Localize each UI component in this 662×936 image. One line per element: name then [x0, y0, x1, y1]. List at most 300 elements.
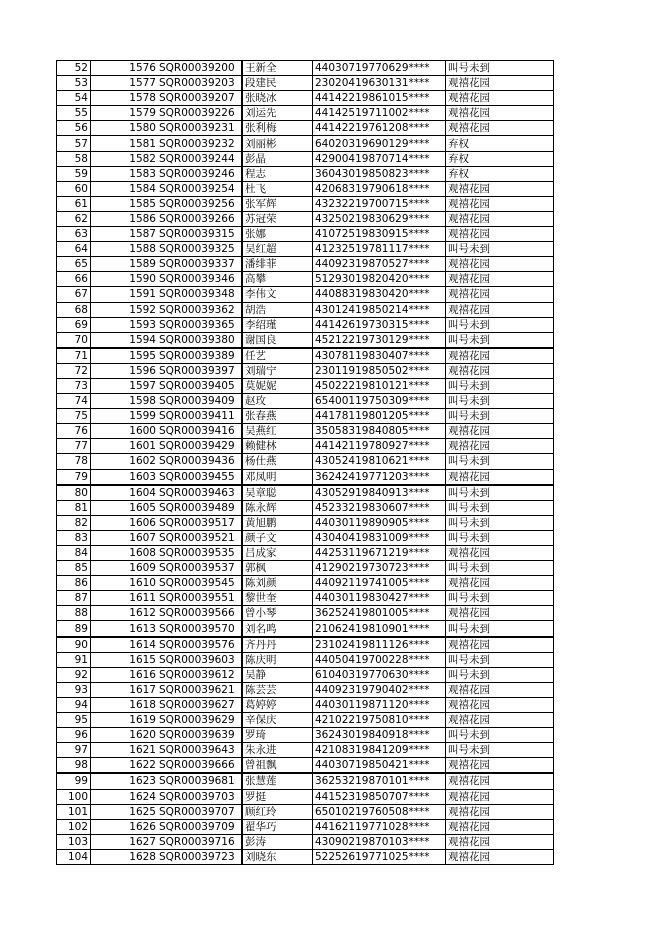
result-status: 叫号未到	[446, 652, 554, 667]
application-code: SQR00039429	[158, 439, 242, 454]
applicant-name: 罗挺	[242, 789, 313, 804]
row-index: 104	[57, 849, 91, 864]
table-row	[57, 773, 554, 789]
row-index: 69	[57, 317, 91, 332]
applicant-name: 高攀	[242, 272, 313, 287]
row-index: 95	[57, 713, 91, 728]
table-row	[57, 530, 554, 545]
row-index: 99	[57, 773, 91, 789]
sequence-number: 1619	[91, 713, 159, 728]
table-row	[57, 181, 554, 196]
row-index: 77	[57, 439, 91, 454]
application-code: SQR00039226	[158, 106, 242, 121]
sequence-number: 1596	[91, 363, 159, 378]
result-status: 叫号未到	[446, 515, 554, 530]
application-code: SQR00039703	[158, 789, 242, 804]
applicant-name: 葛婷婷	[242, 697, 313, 712]
sequence-number: 1577	[91, 76, 159, 91]
sequence-number: 1578	[91, 91, 159, 106]
application-code: SQR00039325	[158, 242, 242, 257]
result-status: 弃权	[446, 151, 554, 166]
row-index: 55	[57, 106, 91, 121]
result-status: 叫号未到	[446, 394, 554, 409]
result-status: 叫号未到	[446, 61, 554, 76]
row-index: 88	[57, 606, 91, 621]
sequence-number: 1624	[91, 789, 159, 804]
table-row	[57, 819, 554, 834]
id-number: 36252419801005****	[313, 606, 446, 621]
applicant-name: 吴燕红	[242, 424, 313, 439]
result-status: 观禧花园	[446, 272, 554, 287]
sequence-number: 1613	[91, 621, 159, 637]
result-status: 观禧花园	[446, 773, 554, 789]
id-number: 43012419850214****	[313, 302, 446, 317]
id-number: 42068319790618****	[313, 181, 446, 196]
row-index: 53	[57, 76, 91, 91]
applicant-name: 罗琦	[242, 728, 313, 743]
applicant-name: 莫妮妮	[242, 378, 313, 393]
id-number: 45022219810121****	[313, 378, 446, 393]
result-status: 观禧花园	[446, 576, 554, 591]
id-number: 44050419700228****	[313, 652, 446, 667]
row-index: 103	[57, 834, 91, 849]
application-code: SQR00039545	[158, 576, 242, 591]
table-row	[57, 546, 554, 561]
application-code: SQR00039232	[158, 136, 242, 151]
application-code: SQR00039627	[158, 697, 242, 712]
result-status: 观禧花园	[446, 849, 554, 864]
result-status: 观禧花园	[446, 804, 554, 819]
application-code: SQR00039389	[158, 348, 242, 364]
sequence-number: 1620	[91, 728, 159, 743]
result-status: 观禧花园	[446, 363, 554, 378]
application-code: SQR00039411	[158, 409, 242, 424]
id-number: 44253119671219****	[313, 546, 446, 561]
sequence-number: 1582	[91, 151, 159, 166]
table-row	[57, 454, 554, 469]
id-number: 44142619730315****	[313, 317, 446, 332]
applicant-name: 曾祖飘	[242, 758, 313, 774]
applicant-name: 李伟文	[242, 287, 313, 302]
result-status: 观禧花园	[446, 819, 554, 834]
id-number: 43052419810621****	[313, 454, 446, 469]
result-status: 观禧花园	[446, 637, 554, 653]
result-status: 观禧花园	[446, 121, 554, 136]
row-index: 71	[57, 348, 91, 364]
application-code: SQR00039681	[158, 773, 242, 789]
sequence-number: 1587	[91, 227, 159, 242]
applicant-name: 张晓冰	[242, 91, 313, 106]
application-code: SQR00039207	[158, 91, 242, 106]
applicant-name: 赖健林	[242, 439, 313, 454]
id-number: 36243019840918****	[313, 728, 446, 743]
id-number: 23102419811126****	[313, 637, 446, 653]
sequence-number: 1628	[91, 849, 159, 864]
application-code: SQR00039551	[158, 591, 242, 606]
application-code: SQR00039566	[158, 606, 242, 621]
applicant-name: 张军辉	[242, 196, 313, 211]
applicant-name: 胡浩	[242, 302, 313, 317]
table-row	[57, 789, 554, 804]
table-row	[57, 637, 554, 653]
table-row	[57, 439, 554, 454]
result-status: 叫号未到	[446, 667, 554, 682]
table-row	[57, 302, 554, 317]
id-number: 61040319770630****	[313, 667, 446, 682]
sequence-number: 1605	[91, 500, 159, 515]
result-status: 观禧花园	[446, 257, 554, 272]
applicant-name: 彭涛	[242, 834, 313, 849]
row-index: 70	[57, 332, 91, 348]
application-code: SQR00039231	[158, 121, 242, 136]
applicant-name: 翟华巧	[242, 819, 313, 834]
sequence-number: 1601	[91, 439, 159, 454]
result-status: 观禧花园	[446, 302, 554, 317]
table-row	[57, 166, 554, 181]
table-row	[57, 76, 554, 91]
sequence-number: 1590	[91, 272, 159, 287]
id-number: 44092119741005****	[313, 576, 446, 591]
sequence-number: 1626	[91, 819, 159, 834]
applicant-name: 张春燕	[242, 409, 313, 424]
table-row	[57, 242, 554, 257]
sequence-number: 1591	[91, 287, 159, 302]
table-row	[57, 500, 554, 515]
applicant-name: 段建民	[242, 76, 313, 91]
id-number: 44030719770629****	[313, 61, 446, 76]
row-index: 62	[57, 211, 91, 226]
id-number: 42900419870714****	[313, 151, 446, 166]
result-status: 观禧花园	[446, 713, 554, 728]
row-index: 68	[57, 302, 91, 317]
row-index: 78	[57, 454, 91, 469]
applicant-name: 曾小琴	[242, 606, 313, 621]
table-row	[57, 91, 554, 106]
result-status: 叫号未到	[446, 242, 554, 257]
result-status: 叫号未到	[446, 500, 554, 515]
table-row	[57, 227, 554, 242]
row-index: 92	[57, 667, 91, 682]
table-row	[57, 136, 554, 151]
sequence-number: 1593	[91, 317, 159, 332]
applicant-name: 郭枫	[242, 561, 313, 576]
result-status: 观禧花园	[446, 348, 554, 364]
id-number: 43232219700715****	[313, 196, 446, 211]
table-row	[57, 591, 554, 606]
result-status: 弃权	[446, 136, 554, 151]
result-status: 叫号未到	[446, 485, 554, 501]
table-row	[57, 728, 554, 743]
application-code: SQR00039266	[158, 211, 242, 226]
id-number: 23020419630131****	[313, 76, 446, 91]
applicant-name: 杜飞	[242, 181, 313, 196]
sequence-number: 1621	[91, 743, 159, 758]
applicant-name: 刘丽彬	[242, 136, 313, 151]
sequence-number: 1599	[91, 409, 159, 424]
sequence-number: 1614	[91, 637, 159, 653]
applicant-name: 张娜	[242, 227, 313, 242]
row-index: 98	[57, 758, 91, 774]
result-status: 叫号未到	[446, 728, 554, 743]
id-number: 45233219830607****	[313, 500, 446, 515]
sequence-number: 1627	[91, 834, 159, 849]
result-status: 叫号未到	[446, 378, 554, 393]
applicant-name: 陈刘颜	[242, 576, 313, 591]
row-index: 56	[57, 121, 91, 136]
application-code: SQR00039629	[158, 713, 242, 728]
result-status: 观禧花园	[446, 424, 554, 439]
table-row	[57, 287, 554, 302]
result-status: 观禧花园	[446, 469, 554, 485]
applicant-result-table	[56, 60, 554, 865]
applicant-name: 赵玫	[242, 394, 313, 409]
application-code: SQR00039576	[158, 637, 242, 653]
sequence-number: 1610	[91, 576, 159, 591]
sequence-number: 1602	[91, 454, 159, 469]
sequence-number: 1588	[91, 242, 159, 257]
applicant-name: 朱永进	[242, 743, 313, 758]
sequence-number: 1611	[91, 591, 159, 606]
applicant-name: 陈永辉	[242, 500, 313, 515]
application-code: SQR00039397	[158, 363, 242, 378]
id-number: 44092319870527****	[313, 257, 446, 272]
applicant-name: 刘瑞宁	[242, 363, 313, 378]
row-index: 79	[57, 469, 91, 485]
table-row	[57, 713, 554, 728]
table-row	[57, 652, 554, 667]
id-number: 44162119771028****	[313, 819, 446, 834]
applicant-name: 吴静	[242, 667, 313, 682]
sequence-number: 1604	[91, 485, 159, 501]
result-status: 观禧花园	[446, 697, 554, 712]
table-row	[57, 834, 554, 849]
table-row	[57, 121, 554, 136]
row-index: 54	[57, 91, 91, 106]
sequence-number: 1608	[91, 546, 159, 561]
applicant-name: 吕成家	[242, 546, 313, 561]
applicant-name: 顾红玲	[242, 804, 313, 819]
application-code: SQR00039436	[158, 454, 242, 469]
application-code: SQR00039535	[158, 546, 242, 561]
sequence-number: 1594	[91, 332, 159, 348]
sequence-number: 1617	[91, 682, 159, 697]
row-index: 58	[57, 151, 91, 166]
id-number: 65010219760508****	[313, 804, 446, 819]
application-code: SQR00039570	[158, 621, 242, 637]
id-number: 44142219761208****	[313, 121, 446, 136]
applicant-name: 刘晓东	[242, 849, 313, 864]
result-status: 叫号未到	[446, 743, 554, 758]
row-index: 63	[57, 227, 91, 242]
row-index: 73	[57, 378, 91, 393]
result-status: 观禧花园	[446, 439, 554, 454]
id-number: 45212219730129****	[313, 332, 446, 348]
row-index: 65	[57, 257, 91, 272]
row-index: 80	[57, 485, 91, 501]
id-number: 41232519781117****	[313, 242, 446, 257]
table-row	[57, 317, 554, 332]
sequence-number: 1586	[91, 211, 159, 226]
application-code: SQR00039521	[158, 530, 242, 545]
row-index: 74	[57, 394, 91, 409]
id-number: 42102219750810****	[313, 713, 446, 728]
id-number: 44152319850707****	[313, 789, 446, 804]
row-index: 93	[57, 682, 91, 697]
table-row	[57, 272, 554, 287]
sequence-number: 1583	[91, 166, 159, 181]
sequence-number: 1618	[91, 697, 159, 712]
applicant-name: 任艺	[242, 348, 313, 364]
sequence-number: 1609	[91, 561, 159, 576]
sequence-number: 1616	[91, 667, 159, 682]
row-index: 100	[57, 789, 91, 804]
result-status: 叫号未到	[446, 591, 554, 606]
application-code: SQR00039380	[158, 332, 242, 348]
sequence-number: 1606	[91, 515, 159, 530]
table-row	[57, 682, 554, 697]
id-number: 65400119750309****	[313, 394, 446, 409]
result-status: 叫号未到	[446, 621, 554, 637]
result-status: 观禧花园	[446, 682, 554, 697]
table-row	[57, 424, 554, 439]
row-index: 82	[57, 515, 91, 530]
application-code: SQR00039709	[158, 819, 242, 834]
sequence-number: 1612	[91, 606, 159, 621]
result-status: 观禧花园	[446, 211, 554, 226]
application-code: SQR00039244	[158, 151, 242, 166]
applicant-name: 黄旭鹏	[242, 515, 313, 530]
application-code: SQR00039517	[158, 515, 242, 530]
applicant-name: 谢国良	[242, 332, 313, 348]
result-status: 弃权	[446, 166, 554, 181]
row-index: 101	[57, 804, 91, 819]
table-row	[57, 409, 554, 424]
table-body	[57, 61, 554, 865]
sequence-number: 1585	[91, 196, 159, 211]
result-status: 观禧花园	[446, 196, 554, 211]
application-code: SQR00039489	[158, 500, 242, 515]
id-number: 41072519830915****	[313, 227, 446, 242]
applicant-name: 黎世奎	[242, 591, 313, 606]
result-status: 观禧花园	[446, 227, 554, 242]
table-row	[57, 151, 554, 166]
application-code: SQR00039362	[158, 302, 242, 317]
application-code: SQR00039203	[158, 76, 242, 91]
application-code: SQR00039639	[158, 728, 242, 743]
table-row	[57, 196, 554, 211]
id-number: 43078119830407****	[313, 348, 446, 364]
table-row	[57, 621, 554, 637]
application-code: SQR00039346	[158, 272, 242, 287]
application-code: SQR00039409	[158, 394, 242, 409]
applicant-name: 陈芸芸	[242, 682, 313, 697]
id-number: 43250219830629****	[313, 211, 446, 226]
id-number: 36043019850823****	[313, 166, 446, 181]
row-index: 94	[57, 697, 91, 712]
row-index: 81	[57, 500, 91, 515]
table-row	[57, 469, 554, 485]
id-number: 44030119871120****	[313, 697, 446, 712]
sequence-number: 1580	[91, 121, 159, 136]
application-code: SQR00039723	[158, 849, 242, 864]
row-index: 102	[57, 819, 91, 834]
sequence-number: 1597	[91, 378, 159, 393]
id-number: 35058319840805****	[313, 424, 446, 439]
sequence-number: 1607	[91, 530, 159, 545]
table-row	[57, 485, 554, 501]
id-number: 44142119780927****	[313, 439, 446, 454]
application-code: SQR00039256	[158, 196, 242, 211]
table-row	[57, 667, 554, 682]
applicant-name: 邓凤明	[242, 469, 313, 485]
table-row	[57, 348, 554, 364]
applicant-name: 王新全	[242, 61, 313, 76]
row-index: 60	[57, 181, 91, 196]
id-number: 44030119830427****	[313, 591, 446, 606]
table-row	[57, 257, 554, 272]
row-index: 72	[57, 363, 91, 378]
row-index: 61	[57, 196, 91, 211]
application-code: SQR00039666	[158, 758, 242, 774]
id-number: 41290219730723****	[313, 561, 446, 576]
row-index: 89	[57, 621, 91, 637]
applicant-name: 杨仕燕	[242, 454, 313, 469]
result-status: 观禧花园	[446, 76, 554, 91]
id-number: 36242419771203****	[313, 469, 446, 485]
application-code: SQR00039621	[158, 682, 242, 697]
id-number: 36253219870101****	[313, 773, 446, 789]
application-code: SQR00039716	[158, 834, 242, 849]
table-row	[57, 61, 554, 76]
id-number: 21062419810901****	[313, 621, 446, 637]
sequence-number: 1622	[91, 758, 159, 774]
applicant-name: 齐丹丹	[242, 637, 313, 653]
result-status: 叫号未到	[446, 409, 554, 424]
table-row	[57, 332, 554, 348]
table-row	[57, 697, 554, 712]
row-index: 67	[57, 287, 91, 302]
applicant-name: 颜子文	[242, 530, 313, 545]
table-row	[57, 394, 554, 409]
id-number: 44088319830420****	[313, 287, 446, 302]
id-number: 44030719850421****	[313, 758, 446, 774]
applicant-name: 辛保庆	[242, 713, 313, 728]
row-index: 57	[57, 136, 91, 151]
sequence-number: 1584	[91, 181, 159, 196]
id-number: 51293019820420****	[313, 272, 446, 287]
table-row	[57, 363, 554, 378]
id-number: 42108319841209****	[313, 743, 446, 758]
sequence-number: 1598	[91, 394, 159, 409]
sequence-number: 1600	[91, 424, 159, 439]
result-status: 观禧花园	[446, 181, 554, 196]
application-code: SQR00039643	[158, 743, 242, 758]
id-number: 43090219870103****	[313, 834, 446, 849]
row-index: 85	[57, 561, 91, 576]
row-index: 52	[57, 61, 91, 76]
application-code: SQR00039365	[158, 317, 242, 332]
application-code: SQR00039707	[158, 804, 242, 819]
applicant-name: 吴红超	[242, 242, 313, 257]
application-code: SQR00039246	[158, 166, 242, 181]
sequence-number: 1603	[91, 469, 159, 485]
id-number: 44178119801205****	[313, 409, 446, 424]
result-status: 叫号未到	[446, 561, 554, 576]
result-status: 观禧花园	[446, 106, 554, 121]
application-code: SQR00039254	[158, 181, 242, 196]
row-index: 87	[57, 591, 91, 606]
table-row	[57, 758, 554, 774]
